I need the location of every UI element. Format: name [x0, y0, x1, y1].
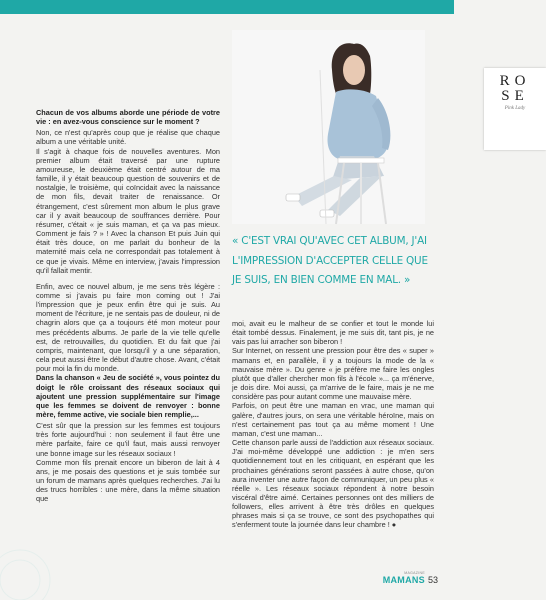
answer-paragraph: moi, avait eu le malheur de se confier et tout le monde lui était tombé dessus. Finalement, je me suis dit, tant pis, je ne vais pas lui arracher son biberon !: [232, 319, 434, 347]
answer-paragraph: Cette chanson parle aussi de l'addiction aux réseaux sociaux. J'ai moi-même développé une addiction : je m'en sers quotidiennement tout en les critiquant, en espérant que les prochaines générations seront passées à autre chose, qu'on aura inventer une autre façon de communiquer, un peu plus « réelle ». Les réseaux sociaux répondent à notre besoin viscéral d'être aimé. Certaines personnes ont des milliers de followers, elles arrivent à être très drôles en quelques phrases mais si ça se trouve, ce sont des psychopathes qui s'enferment toute la journée dans leur chambre ! ●: [232, 438, 434, 530]
pull-quote: « C'EST VRAI QU'AVEC CET ALBUM, J'AI L'IMPRESSION D'ACCEPTER CELLE QUE JE SUIS, EN BIEN COMME EN MAL. »: [232, 235, 428, 286]
album-title-line-1: RO: [499, 73, 531, 89]
artist-photo: [232, 30, 531, 224]
magazine-logo: [383, 572, 425, 585]
answer-paragraph: Non, ce n'est qu'après coup que je réalise que chaque album a une véritable unité.: [36, 128, 220, 147]
answer-paragraph: Enfin, avec ce nouvel album, je me sens très légère : comme si j'avais pu faire mon coming out ! J'ai l'impression que je peux enfin être qui je suis. Au moment de l'écriture, je ne sentais pas de douleur, ni de chagrin alors que ça a toujours été mon moteur pour mes précédents albums. Je parle de la vie telle qu'elle est, de retrouvailles, du quotidien. Et du fait que j'ai compris, maintenant, que lorsqu'il y a une séparation, cela peut aussi être le début d'autre chose. Avant, c'était pour moi la fin du monde.: [36, 281, 220, 374]
album-title-line-2: SE: [501, 88, 529, 104]
article-left-column: [36, 108, 220, 504]
answer-paragraph: C'est sûr que la pression sur les femmes est toujours très forte aujourd'hui : non seulement il faut être une mère parfaite, faire ce qu'il faut, mais aussi renvoyer une bonne image sur les réseaux sociaux !: [36, 421, 220, 458]
magazine-brand: MAMANS: [382, 574, 425, 585]
answer-paragraph: Sur Internet, on ressent une pression pour être des « super » mamans et, en parallèle, il y a toujours la mode de la « mauvaise mère ». Du genre « je préfère me faire les ongles plutôt que d'aller chercher mon fils à l'école »... ça m'énerve, je dois dire. Moi aussi, ça m'arrive de le faire, mais je ne me considère pas pour autant comme une mauvaise mère.: [232, 346, 434, 402]
interview-question-1: Chacun de vos albums aborde une période de votre vie : en avez-vous conscience sur le moment ?: [36, 108, 220, 127]
album-cover: [484, 68, 546, 150]
magazine-logo-top: MAGAZINE: [404, 571, 425, 575]
answer-paragraph: Il s'agit à chaque fois de nouvelles aventures. Mon premier album était traversé par une rupture amoureuse, le deuxième était centré autour de ma famille, il y était beaucoup question de souvenirs et de nostalgie, le troisième, qui coïncidait avec la naissance de mon fils, devait traiter de renaissance. Or étrangement, c'est sûrement mon album le plus grave car il y avait beaucoup de souffrances derrière. Pour résumer, c'était « je suis maman, et ça va pas mieux. Comment je fais ? » ! Avec la chanson Et puis Juin qui était très douce, on me parlait du bonheur de la maternité mais cela ne correspondait pas totalement à ce que je vivais. Même en interview, j'avais l'impression qu'il fallait mentir.: [36, 146, 220, 275]
artist-illustration: [232, 30, 425, 224]
top-color-bar: [0, 0, 454, 14]
answer-paragraph: Comme mon fils prenait encore un biberon de lait à 4 ans, je me posais des questions et je suis tombée sur un forum de mamans après quelques recherches. J'ai lu des trucs horribles : une mère, dans la même situation que: [36, 457, 220, 504]
album-artist: Pink Lady: [504, 106, 526, 111]
article-right-column: [232, 319, 434, 530]
answer-paragraph: Parfois, on peut être une maman en vrac, une maman qui galère, d'autres jours, on sera une véritable héroïne, mais on n'est certainement pas tout ça au même moment ! Une maman, c'est une maman...: [232, 401, 434, 438]
page-footer: [383, 572, 438, 585]
page-number: 53: [427, 574, 438, 585]
interview-question-2: Dans la chanson « Jeu de société », vous pointez du doigt le rôle croissant des réseaux sociaux qui ajoutent une pression supplémentaire sur l'image que les femmes se doivent de renvoyer : bonne mère, femme active, vie sociale bien remplie,...: [36, 373, 220, 419]
decorative-pattern: [0, 520, 120, 600]
